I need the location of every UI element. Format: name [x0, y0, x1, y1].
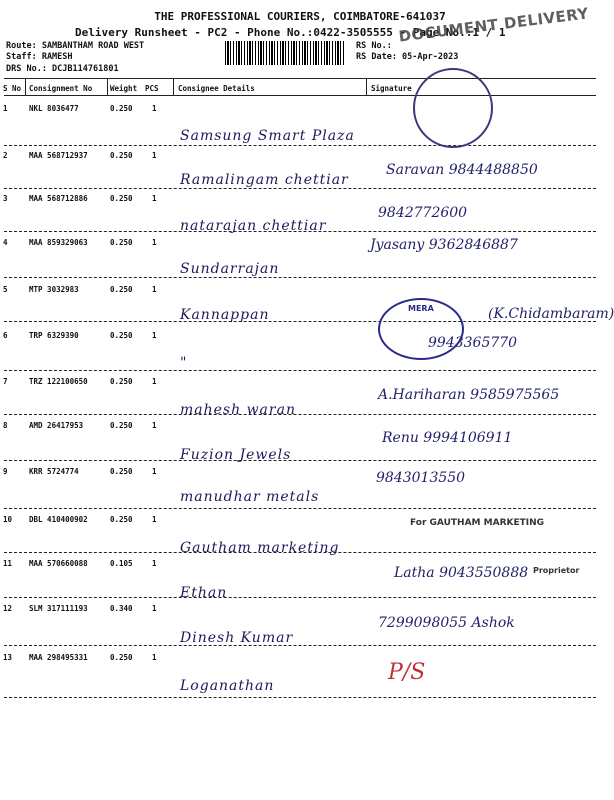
row-weight: 0.250 — [110, 653, 133, 662]
rs-date: RS Date: 05-Apr-2023 — [356, 52, 459, 62]
row-consignment-no: MAA 859329063 — [29, 238, 88, 247]
row-consignee: Gautham marketing — [180, 540, 340, 556]
row-pcs: 1 — [152, 377, 157, 386]
runsheet-title: Delivery Runsheet - PC2 - Phone No.:0422-3505555 - Page No.:1 / 1 — [75, 26, 506, 39]
gautham-stamp-text: For GAUTHAM MARKETING — [410, 518, 545, 528]
row-pcs: 1 — [152, 151, 157, 160]
row-consignee: Ethan — [180, 585, 228, 601]
row-signature: Saravan 9844488850 — [386, 162, 538, 178]
row-consignment-no: KRR 5724774 — [29, 467, 79, 476]
row-weight: 0.250 — [110, 238, 133, 247]
company-round-stamp — [413, 68, 493, 148]
row-pcs: 1 — [152, 604, 157, 613]
row-weight: 0.250 — [110, 104, 133, 113]
barcode — [225, 41, 345, 65]
row-weight: 0.250 — [110, 331, 133, 340]
row-pcs: 1 — [152, 104, 157, 113]
row-signature: Latha 9043550888 — [394, 565, 529, 581]
row-signature: 7299098055 Ashok — [378, 615, 515, 631]
row-consignment-no: DBL 410400902 — [29, 515, 88, 524]
row-consignee: Dinesh Kumar — [180, 630, 294, 646]
row-consignment-no: TRZ 122100650 — [29, 377, 88, 386]
row-signature: A.Hariharan 9585975565 — [378, 387, 560, 403]
table-top-border — [4, 78, 596, 79]
row-signature: 9843013550 — [376, 470, 466, 486]
row-weight: 0.340 — [110, 604, 133, 613]
row-pcs: 1 — [152, 421, 157, 430]
row-signature: 9842772600 — [378, 205, 468, 221]
row-sno: 9 — [3, 467, 8, 476]
row-consignee: Loganathan — [180, 678, 275, 694]
document-delivery-stamp: DOCUMENT DELIVERY — [397, 4, 590, 46]
row-consignee: manudhar metals — [180, 489, 320, 505]
row-pcs: 1 — [152, 331, 157, 340]
row-consignee: Fuzion Jewels — [180, 447, 292, 463]
row-consignee: Ramalingam chettiar — [180, 172, 349, 188]
staff-label: Staff: RAMESH — [6, 52, 73, 62]
row-pcs: 1 — [152, 285, 157, 294]
row-consignee: Samsung Smart Plaza — [180, 128, 355, 144]
row-weight: 0.250 — [110, 194, 133, 203]
col-consignee: Consignee Details — [178, 84, 255, 93]
row-sno: 2 — [3, 151, 8, 160]
row-consignment-no: MTP 3032983 — [29, 285, 79, 294]
drs-number: DRS No.: DCJB114761801 — [6, 64, 119, 74]
row-consignment-no: NKL 8036477 — [29, 104, 79, 113]
company-title: THE PROFESSIONAL COURIERS, COIMBATORE-641037 — [154, 10, 446, 23]
row-sno: 12 — [3, 604, 13, 613]
row-consignee: Sundarrajan — [180, 261, 280, 277]
row-consignee: " — [180, 355, 188, 371]
row-sno: 13 — [3, 653, 13, 662]
row-weight: 0.250 — [110, 467, 133, 476]
col-signature: Signature — [371, 84, 412, 93]
row-weight: 0.105 — [110, 559, 133, 568]
row-weight: 0.250 — [110, 377, 133, 386]
row-sno: 6 — [3, 331, 8, 340]
table-header-border — [4, 95, 596, 96]
row-consignment-no: SLM 317111193 — [29, 604, 88, 613]
row-sno: 1 — [3, 104, 8, 113]
col-pcs: PCS — [145, 84, 159, 93]
row-sno: 11 — [3, 559, 13, 568]
row-sno: 7 — [3, 377, 8, 386]
mera-round-stamp — [378, 298, 464, 360]
row-pcs: 1 — [152, 467, 157, 476]
row-weight: 0.250 — [110, 421, 133, 430]
col-sno: S No — [3, 84, 22, 93]
rs-number: RS No.: — [356, 41, 392, 51]
row-consignment-no: MAA 568712886 — [29, 194, 88, 203]
row-consignment-no: MAA 568712937 — [29, 151, 88, 160]
row-consignment-no: TRP 6329390 — [29, 331, 79, 340]
proprietor-stamp-text: Proprietor — [533, 566, 580, 575]
col-weight: Weight — [110, 84, 138, 93]
row-consignee: natarajan chettiar — [180, 218, 327, 234]
row-pcs: 1 — [152, 653, 157, 662]
row-consignee: mahesh waran — [180, 402, 296, 418]
row-sno: 10 — [3, 515, 13, 524]
row-signature: Renu 9994106911 — [382, 430, 513, 446]
row-pcs: 1 — [152, 559, 157, 568]
route-label: Route: SAMBANTHAM ROAD WEST — [6, 41, 145, 51]
mera-stamp-text: MERA — [408, 304, 434, 313]
row-sno: 3 — [3, 194, 8, 203]
row-signature: (K.Chidambaram) — [488, 306, 614, 322]
row-pcs: 1 — [152, 515, 157, 524]
row-consignment-no: MAA 298495331 — [29, 653, 88, 662]
row-signature: Jyasany 9362846887 — [370, 237, 518, 253]
row-pcs: 1 — [152, 238, 157, 247]
row-sno: 8 — [3, 421, 8, 430]
row-sno: 4 — [3, 238, 8, 247]
row-weight: 0.250 — [110, 515, 133, 524]
row-signature: P/S — [388, 660, 426, 685]
row-consignment-no: AMD 26417953 — [29, 421, 84, 430]
row-pcs: 1 — [152, 194, 157, 203]
row-consignee: Kannappan — [180, 307, 270, 323]
row-weight: 0.250 — [110, 151, 133, 160]
row-signature: 9943365770 — [428, 335, 518, 351]
row-sno: 5 — [3, 285, 8, 294]
col-consignment: Consignment No — [29, 84, 93, 93]
row-consignment-no: MAA 570660088 — [29, 559, 88, 568]
row-weight: 0.250 — [110, 285, 133, 294]
